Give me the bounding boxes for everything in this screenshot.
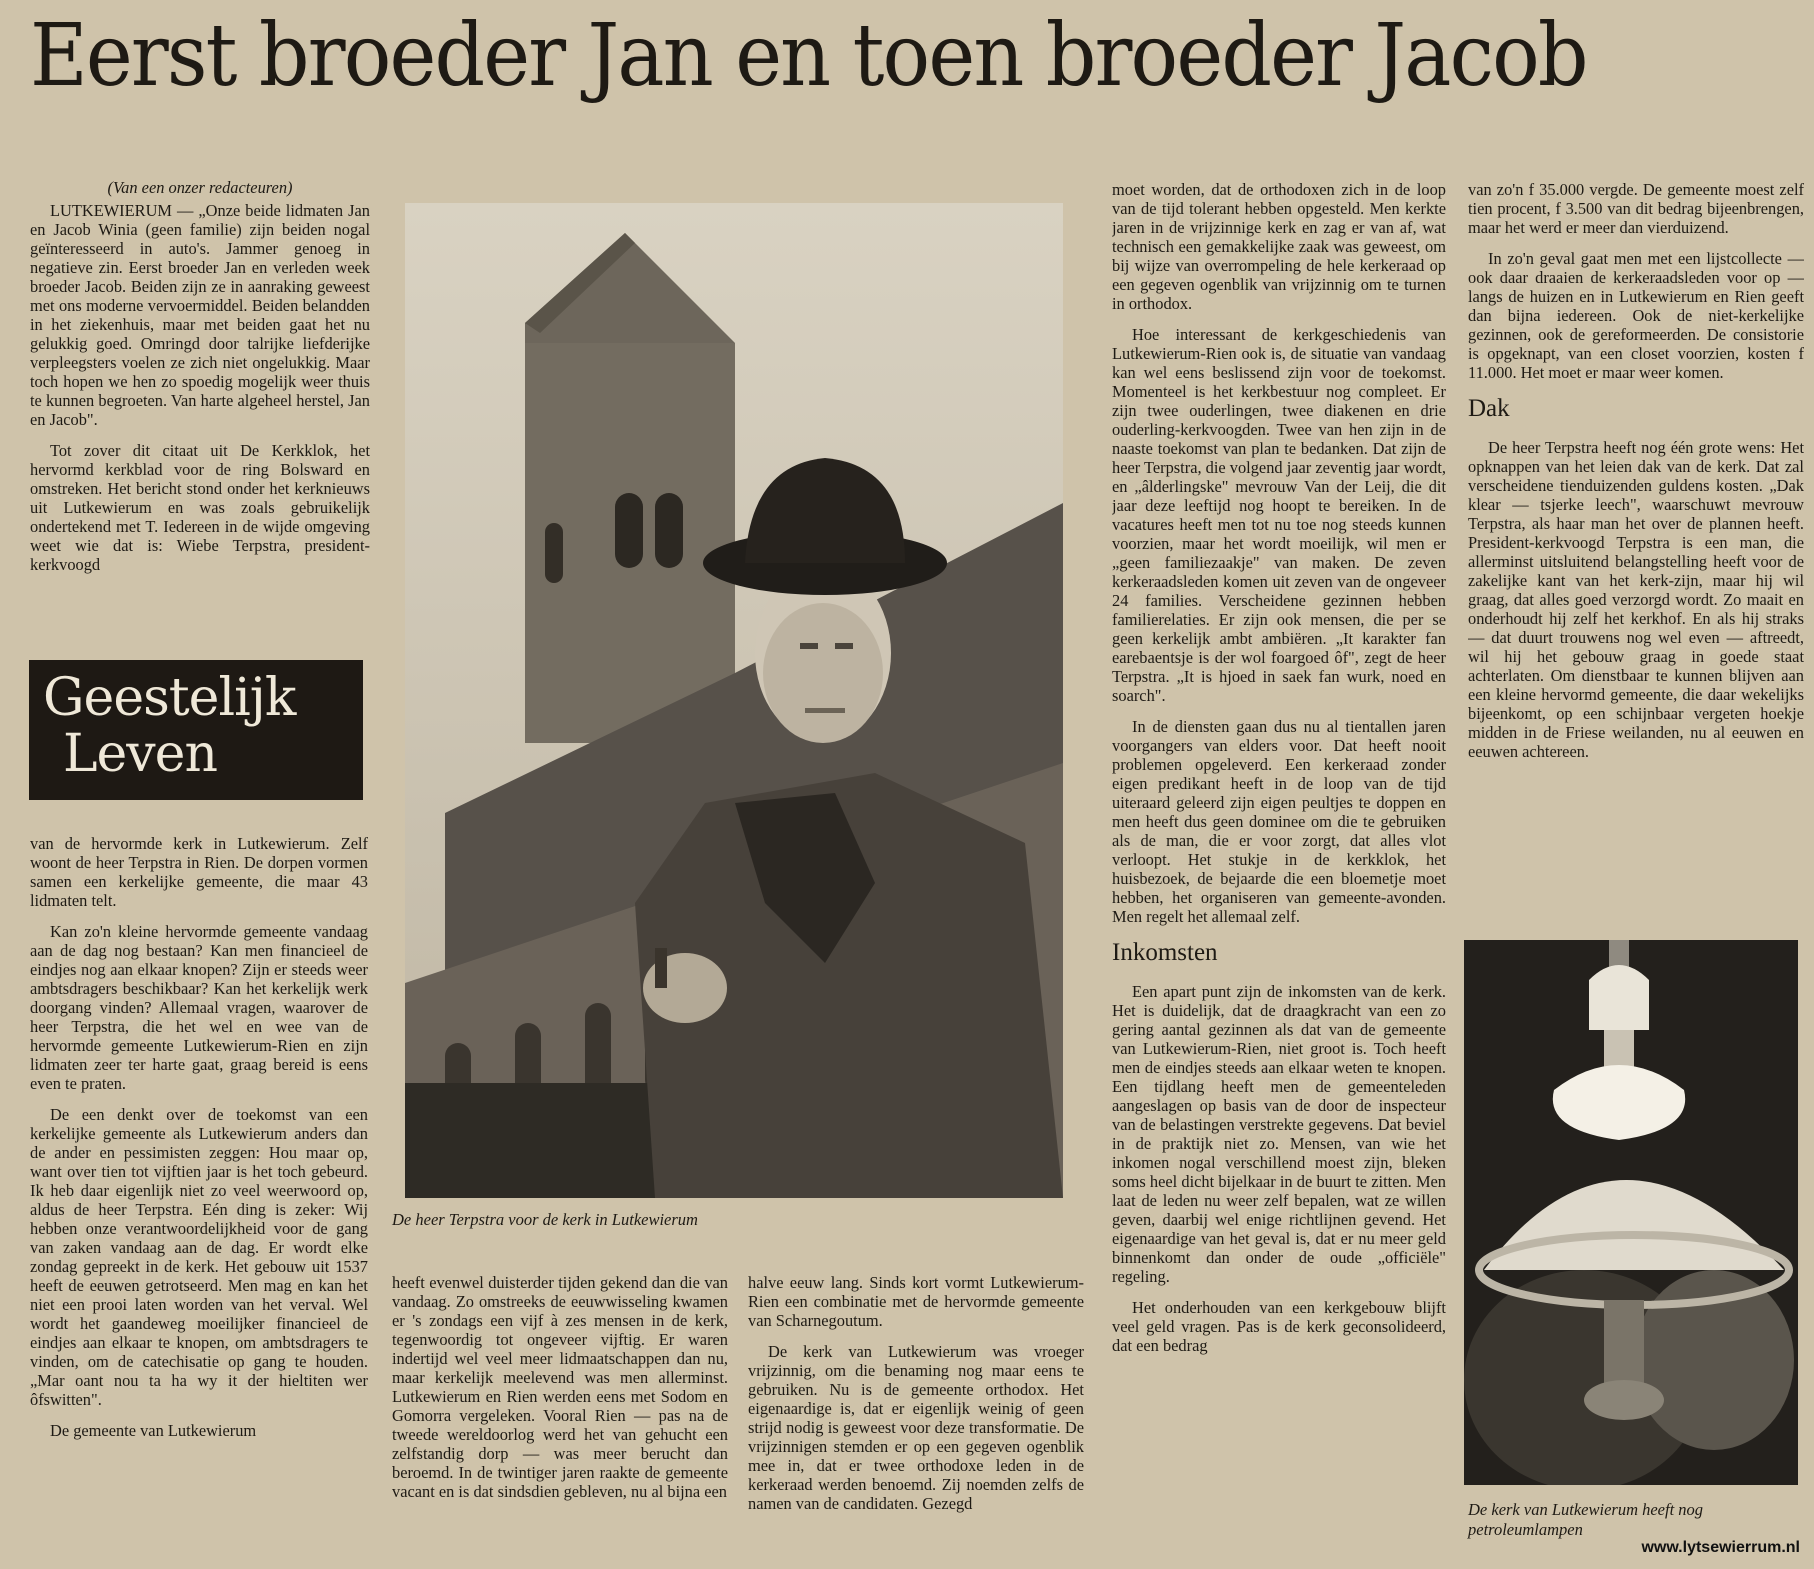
photo-lamp-caption: De kerk van Lutkewierum heeft nog petroleumlampen (1468, 1500, 1704, 1539)
section-box-title-line2: Leven (63, 724, 217, 784)
paragraph: Hoe interessant de kerkgeschiedenis van Lutkewierum-Rien ook is, de situatie van vandaag kan wel eens beslissend zijn voor de toekomst. Momenteel is het kerkbestuur nog compleet. Er zijn twee ouderlingen, twee diakenen en drie ouderling-kerkvoogden. Twee van hen zijn in de naaste toekomst van plan te bedanken. Dat zijn de heer Terpstra, die volgend jaar zeventig jaar wordt, en „âlderlingske" mevrouw Van der Leij, die dit jaar deze leeftijd nog hoopt te bereiken. In de vacatures heeft men tot nu toe nog steeds kunnen voorzien, maar het wordt moeilijk, wil men er „geen familiezaakje" van maken. De zeven kerkeraadsleden komen uit zeven van de ongeveer 24 families. Verscheidene gezinnen hebben familierelaties. Er zijn ook mensen, die per se geen kerkelijk ambt ambiëren. „It karakter fan earebaentsje is der wol foargoed ôf", zegt de heer Terpstra. „It is hjoed in saek fan wurk, noed en soarch". (1112, 325, 1446, 705)
paragraph: heeft evenwel duisterder tijden gekend dan die van vandaag. Zo omstreeks de eeuwwisseling kwamen er 's zondags een vijf à zes mensen in de kerk, tegenwoordig tot ongeveer vijftig. Er waren indertijd wel veel meer lidmaatschappen dan nu, maar kerkelijk meelevend was men allerminst. Lutkewierum en Rien werden eens met Sodom en Gomorra vergeleken. Vooral Rien — pas na de tweede wereldoorlog werd het van gehucht een zelfstandig dorp — was meer berucht dan beroemd. In de twintiger jaren raakte de gemeente vacant en is dat sindsdien gebleven, nu al bijna een (392, 1273, 728, 1501)
paragraph: moet worden, dat de orthodoxen zich in de loop van de tijd tolerant hebben opgesteld. Men kerkte jaren in de vrijzinnige kerk en zag er van af, wat technisch een gemakkelijke zaak was geweest, om bij wijze van overrompeling de hele kerkeraad op een gegeven ogenblik van vrijzinnig om te turnen in orthodox. (1112, 180, 1446, 313)
photo-terpstra-church-image (405, 203, 1063, 1198)
paragraph: De gemeente van Lutkewierum (50, 1421, 257, 1440)
article-column-3-bottom (748, 1273, 1084, 1561)
headline: Eerst broeder Jan en toen broeder Jacob (30, 6, 1587, 106)
paragraph: In zo'n geval gaat men met een lijstcollecte — ook daar draaien de kerkeraadsleden voor op — langs de huizen en in Lutkewierum en Rien geeft dan bijna iedereen. Ook de niet-kerkelijke gezinnen, ook de gereformeerden. De consistorie is opgeknapt, van een closet voorzien, kosten f 11.000. Het moet er maar weer komen. (1468, 249, 1804, 382)
article-column-5 (1468, 180, 1804, 920)
section-box-title-line1: Geestelijk (43, 668, 296, 728)
paragraph: van de hervormde kerk in Lutkewierum. Zelf woont de heer Terpstra in Rien. De dorpen vormen samen een kerkelijke gemeente, die maar 43 lidmaten telt. (30, 834, 368, 910)
paragraph: LUTKEWIERUM — „Onze beide lidmaten Jan en Jacob Winia (geen familie) zijn beiden nogal geïnteresseerd in auto's. Jammer genoeg in negatieve zin. Eerst broeder Jan en verleden week broeder Jacob. Beiden zijn ze in aanraking geweest met ons moderne vervoermiddel. Beiden belandden in het ziekenhuis, maar met beiden gaat het nu gelukkig goed. Omringd door talrijke liefderijke verpleegsters voelen ze zich niet ongelukkig. Maar toch hopen we hen zo spoedig mogelijk weer thuis te kunnen begroeten. Van harte algeheel herstel, Jan en Jacob". (30, 201, 370, 429)
paragraph: Tot zover dit citaat uit De Kerkklok, het hervormd kerkblad voor de ring Bolsward en omstreken. Het bericht stond onder het kerknieuws uit Lutkewierum en was zoals gebruikelijk ondertekend met T. Iedereen in de wijde omgeving weet wie dat is: Wiebe Terpstra, president-kerkvoogd (30, 441, 370, 574)
paragraph: Het onderhouden van een kerkgebouw blijft veel geld vragen. Pas is de kerk geconsolideerd, dat een bedrag (1112, 1298, 1446, 1355)
paragraph: van zo'n f 35.000 vergde. De gemeente moest zelf tien procent, f 3.500 van dit bedrag bijeenbrengen, maar het werd er meer dan vierduizend. (1468, 180, 1804, 237)
source-credit: www.lytsewierrum.nl (1641, 1539, 1800, 1556)
article-column-1-bottom (30, 834, 368, 1554)
photo-terpstra-caption: De heer Terpstra voor de kerk in Lutkewierum (392, 1210, 698, 1229)
paragraph: De heer Terpstra heeft nog één grote wens: Het opknappen van het leien dak van de kerk. Dat zal verscheidene tienduizenden guldens kosten. „Dak klear — tsjerke leech", waarschuwt mevrouw Terpstra, als haar man het over de plannen heeft. President-kerkvoogd Terpstra is een man, die allerminst uitsluitend belangstelling heeft voor de zakelijke kant van het kerk-zijn, maar hij wil graag, dat alles goed verzorgd wordt. Zo maait en onderhoudt hij zelf het kerkhof. En als hij straks — dat duurt trouwens nog wel even — aftreedt, wil hij het gebouw graag in goede staat achterlaten. Om dienstbaar te kunnen blijven aan een kleine hervormd gemeente, die daar wekelijks bijeenkomt, op een schijnbaar vergeten hoekje midden in de Friese weilanden, nu al eeuwen en eeuwen achtereen. (1468, 438, 1804, 761)
photo-petroleum-lamp-image (1464, 940, 1798, 1485)
byline: (Van een onzer redacteuren) (107, 178, 293, 197)
section-box-geestelijk-leven (29, 660, 363, 800)
article-column-4 (1112, 180, 1446, 1560)
photo-petroleum-lamp (1464, 940, 1798, 1485)
article-column-2-bottom (392, 1273, 728, 1561)
paragraph: De een denkt over de toekomst van een kerkelijke gemeente als Lutkewierum anders dan de ander en pessimisten zeggen: Hou maar op, want over tien tot vijftien jaar is het toch gebeurd. Ik heb daar eigenlijk niet zo veel weerwoord op, aldus de heer Terpstra. Eén ding is zeker: Wij hebben onze verantwoordelijkheid voor de gang van zaken vandaag aan de dag. Er wordt elke zondag gepreekt in de kerk. Het gebouw uit 1537 heeft de eeuwen getrotseerd. Men mag en kan het niet een prooi laten worden van het verval. Wel wordt het gaandeweg moeilijker financieel de eindjes aan elkaar te knopen, om ambtsdragers te vinden, om de catechisatie op gang te houden. „Mar oant nou ta ha wy it der hieltiten wer ôfswitten". (30, 1105, 368, 1409)
article-column-1-top (30, 178, 370, 630)
photo-terpstra-church (405, 203, 1063, 1198)
paragraph: Een apart punt zijn de inkomsten van de kerk. Het is duidelijk, dat de draagkracht van een zo gering aantal gezinnen als dat van de gemeente van Lutkewierum-Rien, niet groot is. Toch heeft men de eindjes steeds aan elkaar weten te knopen. Een tijdlang heeft men de gemeenteleden aangeslagen op basis van de door de inspecteur van de belastingen verstrekte gegevens. Dat beviel in de praktijk niet zo. Mensen, van wie het inkomen nogal verschillend moest zijn, bleken soms heel dicht bijelkaar in de buurt te zitten. Men laat de leden nu weer zelf bepalen, wat ze willen geven, daarbij wel enige richtlijnen gevend. Het eigenaardige van het geval is, dat er nu meer geld binnenkomt dan onder de oude „officiële" regeling. (1112, 982, 1446, 1286)
subhead-dak: Dak (1468, 395, 1510, 422)
subhead-inkomsten: Inkomsten (1112, 939, 1218, 966)
paragraph: In de diensten gaan dus nu al tientallen jaren voorgangers van elders voor. Dat heeft nooit problemen opgeleverd. Een kerkeraad zonder eigen predikant heeft in de loop van de tijd uiteraard geleerd zijn eigen peultjes te doppen en men heeft dus geen dominee om die te gebruiken als de man, die er voor zorgt, dat alles vlot verloopt. Het stukje in de kerkklok, het huisbezoek, de bejaarde die een bloemetje moet hebben, het organiseren van gemeente-avonden. Men regelt het allemaal zelf. (1112, 717, 1446, 926)
paragraph: Kan zo'n kleine hervormde gemeente vandaag aan de dag nog bestaan? Kan men financieel de eindjes nog aan elkaar knopen? Zijn er steeds weer ambtsdragers beschikbaar? Kan het kerkelijk werk doorgang vinden? Allemaal vragen, waarover de heer Terpstra, die het wel en wee van de hervormde gemeente Lutkewierum-Rien en zijn lidmaten zeer ter harte gaat, graag bereid is eens even te praten. (30, 922, 368, 1093)
paragraph: halve eeuw lang. Sinds kort vormt Lutkewierum-Rien een combinatie met de hervormde gemeente van Scharnegoutum. (748, 1273, 1084, 1330)
paragraph: De kerk van Lutkewierum was vroeger vrijzinnig, om die benaming nog maar eens te gebruiken. Nu is de gemeente orthodox. Het eigenaardige is, dat er eigenlijk weinig of geen strijd nodig is geweest voor deze transformatie. De vrijzinnigen stemden er op een gegeven ogenblik mee in, dat er twee orthodoxe leden in de kerkeraad werden benoemd. Zij noemden zelfs de namen van de candidaten. Gezegd (748, 1342, 1084, 1513)
